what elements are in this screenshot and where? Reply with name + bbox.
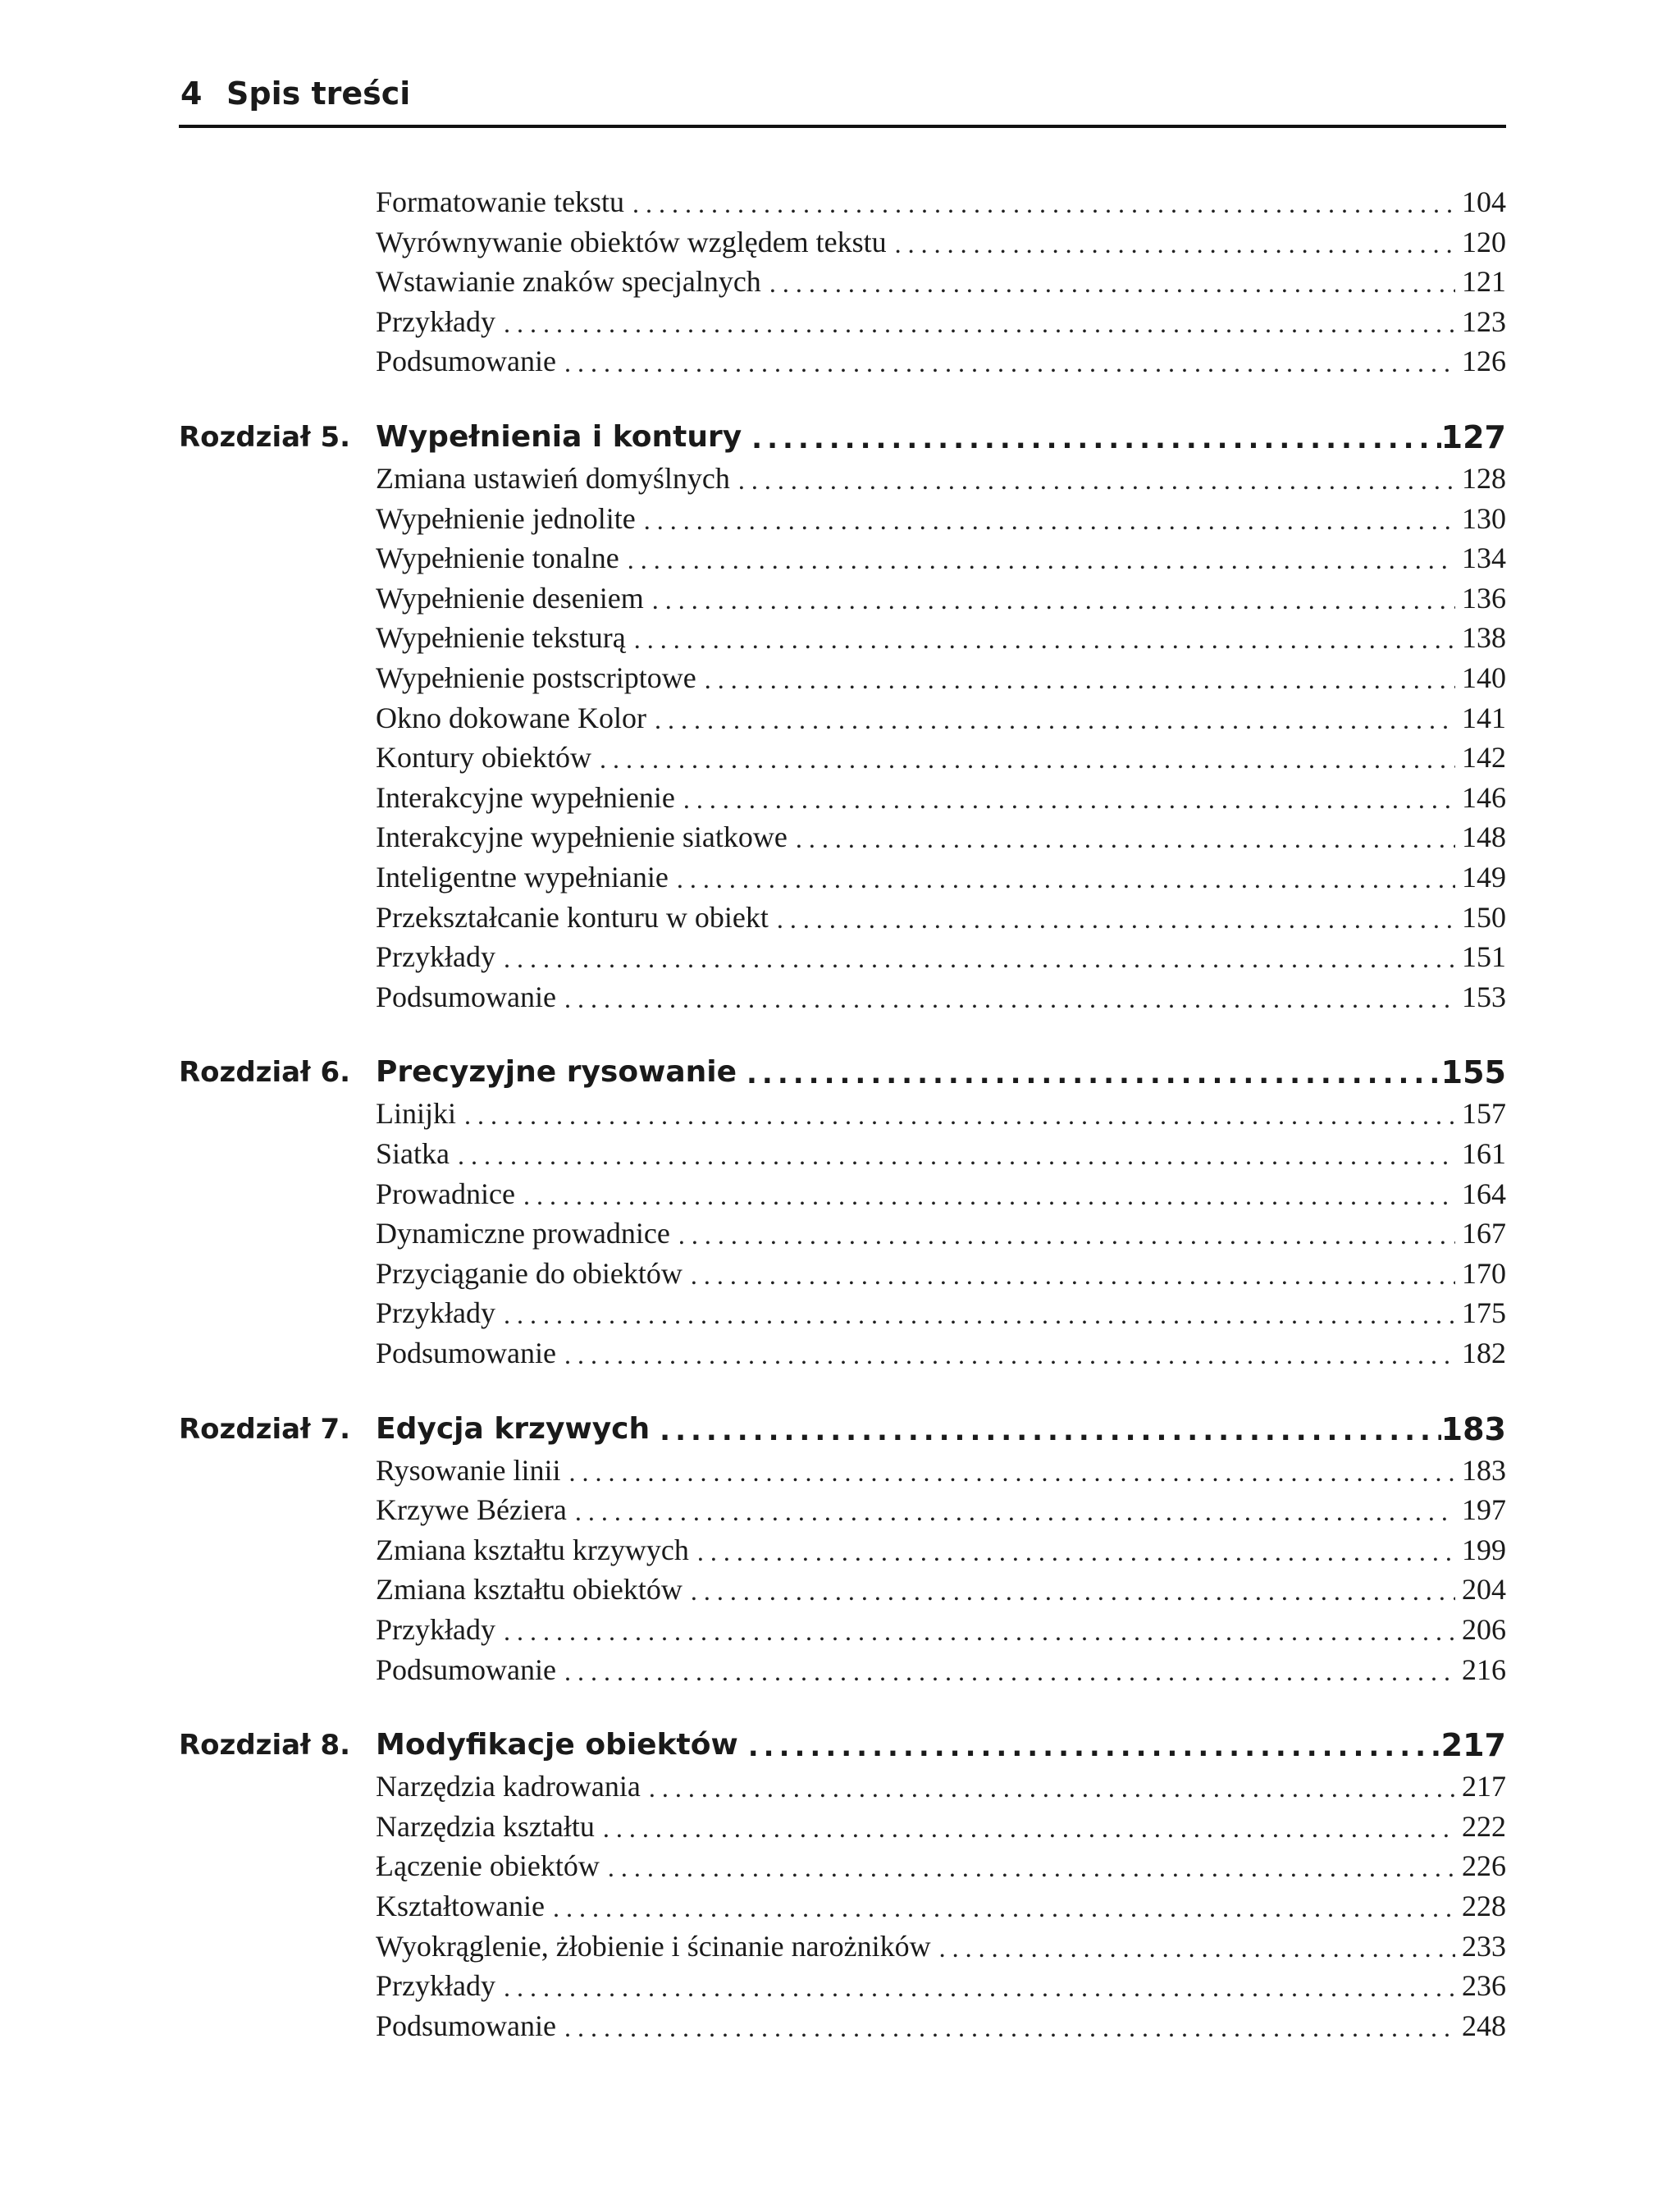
dot-leader bbox=[575, 1493, 1455, 1529]
toc-entry[interactable] bbox=[376, 1333, 1506, 1373]
toc-entry-page: 170 bbox=[1462, 1256, 1506, 1290]
chapter-heading[interactable] bbox=[179, 1721, 1506, 1767]
toc-entry-page: 146 bbox=[1462, 780, 1506, 814]
toc-entry-page: 130 bbox=[1462, 501, 1506, 535]
toc-entry[interactable] bbox=[376, 1650, 1506, 1689]
toc-entry-title: Narzędzia kadrowania bbox=[376, 1770, 641, 1803]
toc-entry[interactable] bbox=[376, 1846, 1506, 1885]
toc-entry-title: Przykłady bbox=[376, 1613, 495, 1646]
chapter-heading[interactable] bbox=[179, 1048, 1506, 1094]
dot-leader bbox=[632, 185, 1455, 222]
toc-entry-title: Zmiana kształtu krzywych bbox=[376, 1533, 689, 1566]
toc-entry[interactable] bbox=[376, 1886, 1506, 1926]
dot-leader bbox=[523, 1177, 1455, 1214]
toc-entry-title: Przykłady bbox=[376, 1969, 495, 2003]
toc-entry-page: 153 bbox=[1462, 980, 1506, 1013]
chapter-label: Rozdział 8. bbox=[179, 1729, 351, 1762]
dot-leader bbox=[464, 1097, 1455, 1133]
toc-entry-title: Formatowanie tekstu bbox=[376, 185, 624, 218]
toc-entry[interactable] bbox=[376, 857, 1506, 897]
dot-leader bbox=[504, 1296, 1455, 1332]
toc-entry-title: Podsumowanie bbox=[376, 1337, 556, 1369]
dot-leader bbox=[564, 1653, 1455, 1689]
toc-entry-page: 233 bbox=[1462, 1929, 1506, 1963]
toc-entry[interactable] bbox=[376, 738, 1506, 777]
toc-entry[interactable] bbox=[376, 937, 1506, 976]
toc-entry-page: 217 bbox=[1462, 1770, 1506, 1803]
toc-entry-page: 128 bbox=[1462, 462, 1506, 495]
toc-entry-title: Interakcyjne wypełnienie bbox=[376, 780, 675, 814]
toc-entry-page: 148 bbox=[1462, 820, 1506, 854]
toc-entry-page: 121 bbox=[1462, 265, 1506, 299]
toc-entry[interactable] bbox=[376, 1293, 1506, 1332]
dot-leader bbox=[600, 741, 1455, 777]
dot-leader bbox=[677, 861, 1455, 897]
chapter-heading[interactable] bbox=[179, 413, 1506, 459]
toc-entry[interactable] bbox=[376, 1490, 1506, 1529]
toc-entry-page: 151 bbox=[1462, 940, 1506, 974]
toc-entry-title: Wypełnienie teksturą bbox=[376, 621, 626, 655]
dot-leader bbox=[608, 1849, 1455, 1885]
dot-leader bbox=[748, 1727, 1441, 1767]
toc-entry-page: 134 bbox=[1462, 542, 1506, 575]
chapter-title: Modyfikacje obiektów bbox=[376, 1728, 738, 1762]
toc-entry[interactable] bbox=[376, 1530, 1506, 1570]
toc-entry-title: Wypełnienie postscriptowe bbox=[376, 661, 696, 694]
dot-leader bbox=[564, 2009, 1455, 2045]
dot-leader bbox=[777, 901, 1455, 937]
toc-entry-title: Podsumowanie bbox=[376, 345, 556, 378]
dot-leader bbox=[458, 1137, 1455, 1173]
toc-entry-page: 123 bbox=[1462, 304, 1506, 338]
toc-entry-page: 204 bbox=[1462, 1573, 1506, 1607]
chapter-page: 127 bbox=[1440, 419, 1506, 455]
chapter-heading[interactable] bbox=[179, 1405, 1506, 1451]
dot-leader bbox=[678, 1217, 1455, 1253]
dot-leader bbox=[738, 462, 1455, 498]
toc-entry-page: 175 bbox=[1462, 1296, 1506, 1330]
toc-entry-title: Podsumowanie bbox=[376, 1652, 556, 1686]
toc-entry[interactable] bbox=[376, 302, 1506, 341]
toc-entry-title: Linijki bbox=[376, 1097, 456, 1131]
toc-entry-title: Wypełnienie tonalne bbox=[376, 542, 619, 575]
toc-entry[interactable] bbox=[376, 1174, 1506, 1214]
chapter-label: Rozdział 6. bbox=[179, 1056, 351, 1090]
toc-entry-title: Wypełnienie deseniem bbox=[376, 581, 644, 615]
dot-leader bbox=[644, 502, 1455, 538]
toc-entry-title: Podsumowanie bbox=[376, 2009, 556, 2042]
dot-leader bbox=[751, 419, 1441, 459]
dot-leader bbox=[504, 940, 1455, 976]
dot-leader bbox=[649, 1770, 1455, 1806]
toc-entry-page: 136 bbox=[1462, 581, 1506, 615]
toc-entry-title: Siatka bbox=[376, 1137, 450, 1170]
toc-entry[interactable] bbox=[376, 578, 1506, 618]
toc-entry[interactable] bbox=[376, 182, 1506, 222]
toc-entry[interactable] bbox=[376, 1214, 1506, 1253]
chapter-title: Wypełnienia i kontury bbox=[376, 420, 742, 454]
dot-leader bbox=[691, 1257, 1455, 1293]
toc-entry-page: 197 bbox=[1462, 1493, 1506, 1527]
chapter-label: Rozdział 5. bbox=[179, 421, 351, 454]
toc-entry[interactable] bbox=[376, 1451, 1506, 1490]
toc-entry-title: Krzywe Béziera bbox=[376, 1493, 567, 1527]
toc-entry[interactable] bbox=[376, 1927, 1506, 1966]
toc-entry[interactable] bbox=[376, 459, 1506, 498]
toc-entry[interactable] bbox=[376, 222, 1506, 262]
dot-leader bbox=[746, 1054, 1441, 1094]
toc-entry-title: Przyciąganie do obiektów bbox=[376, 1256, 682, 1290]
toc-entry[interactable] bbox=[376, 341, 1506, 381]
toc-entry[interactable] bbox=[376, 1094, 1506, 1133]
toc-entry-page: 206 bbox=[1462, 1613, 1506, 1646]
toc-entry-page: 126 bbox=[1462, 345, 1506, 378]
toc-entry-page: 167 bbox=[1462, 1217, 1506, 1250]
dot-leader bbox=[564, 345, 1455, 381]
chapter-page: 155 bbox=[1440, 1054, 1506, 1091]
toc-entry-title: Przykłady bbox=[376, 304, 495, 338]
dot-leader bbox=[564, 1337, 1455, 1373]
toc-entry[interactable] bbox=[376, 1807, 1506, 1846]
page-number: 4 bbox=[180, 75, 203, 112]
chapter-page: 217 bbox=[1440, 1727, 1506, 1764]
dot-leader bbox=[569, 1454, 1455, 1490]
toc-entry-title: Przykłady bbox=[376, 1296, 495, 1330]
chapter-title: Precyzyjne rysowanie bbox=[376, 1055, 737, 1090]
toc-entry[interactable] bbox=[376, 1966, 1506, 2005]
toc-entry-page: 157 bbox=[1462, 1097, 1506, 1131]
toc-entry-title: Wyrównywanie obiektów względem tekstu bbox=[376, 225, 887, 258]
dot-leader bbox=[603, 1810, 1455, 1846]
dot-leader bbox=[705, 661, 1455, 697]
toc-entry-title: Okno dokowane Kolor bbox=[376, 701, 646, 734]
toc-entry[interactable] bbox=[376, 1254, 1506, 1293]
chapter-title: Edycja krzywych bbox=[376, 1411, 651, 1446]
toc-entry[interactable] bbox=[376, 262, 1506, 301]
toc-entry-page: 183 bbox=[1462, 1453, 1506, 1487]
toc-entry[interactable] bbox=[376, 698, 1506, 738]
toc-entry-title: Kształtowanie bbox=[376, 1890, 545, 1922]
toc-entry[interactable] bbox=[376, 1570, 1506, 1609]
toc-entry-title: Łączenie obiektów bbox=[376, 1849, 600, 1883]
dot-leader bbox=[655, 702, 1455, 738]
toc-entry-page: 149 bbox=[1462, 861, 1506, 894]
toc-entry-title: Podsumowanie bbox=[376, 980, 556, 1013]
toc-entry[interactable] bbox=[376, 499, 1506, 538]
toc-entry[interactable] bbox=[376, 658, 1506, 697]
toc-entry-page: 199 bbox=[1462, 1533, 1506, 1566]
chapter-page: 183 bbox=[1440, 1410, 1506, 1447]
dot-leader bbox=[564, 980, 1455, 1017]
toc-entry-title: Narzędzia kształtu bbox=[376, 1809, 595, 1843]
toc-entry-title: Wypełnienie jednolite bbox=[376, 501, 636, 535]
toc-entry[interactable] bbox=[376, 1610, 1506, 1649]
toc-entry-page: 228 bbox=[1462, 1890, 1506, 1922]
page-header bbox=[179, 75, 1506, 128]
toc-entry-page: 161 bbox=[1462, 1137, 1506, 1170]
toc-entry[interactable] bbox=[376, 778, 1506, 817]
dot-leader bbox=[660, 1411, 1441, 1451]
dot-leader bbox=[895, 226, 1455, 262]
toc-entry-title: Wstawianie znaków specjalnych bbox=[376, 265, 761, 299]
toc-entry-title: Zmiana ustawień domyślnych bbox=[376, 462, 730, 495]
dot-leader bbox=[504, 1613, 1455, 1649]
toc-entry[interactable] bbox=[376, 2006, 1506, 2045]
dot-leader bbox=[796, 820, 1455, 857]
toc-entry[interactable] bbox=[376, 618, 1506, 657]
toc-entry-title: Inteligentne wypełnianie bbox=[376, 861, 669, 894]
toc-entry-page: 236 bbox=[1462, 1969, 1506, 2003]
dot-leader bbox=[504, 1969, 1455, 2005]
toc-entry-page: 120 bbox=[1462, 225, 1506, 258]
toc-entry-title: Dynamiczne prowadnice bbox=[376, 1217, 670, 1250]
toc-entry-page: 164 bbox=[1462, 1177, 1506, 1210]
toc-entry[interactable] bbox=[376, 898, 1506, 937]
dot-leader bbox=[628, 542, 1455, 578]
dot-leader bbox=[939, 1930, 1455, 1966]
toc-entry-page: 216 bbox=[1462, 1652, 1506, 1686]
toc-entry[interactable] bbox=[376, 538, 1506, 578]
toc-entry-page: 248 bbox=[1462, 2009, 1506, 2042]
toc-entry-title: Przykłady bbox=[376, 940, 495, 974]
toc-entry[interactable] bbox=[376, 977, 1506, 1017]
dot-leader bbox=[683, 781, 1455, 817]
toc-entry-title: Interakcyjne wypełnienie siatkowe bbox=[376, 820, 788, 854]
toc-entry-title: Rysowanie linii bbox=[376, 1453, 561, 1487]
dot-leader bbox=[697, 1534, 1455, 1570]
toc-entry-title: Kontury obiektów bbox=[376, 741, 591, 775]
toc-entry-page: 222 bbox=[1462, 1809, 1506, 1843]
dot-leader bbox=[691, 1573, 1455, 1609]
dot-leader bbox=[652, 582, 1455, 618]
chapter-label: Rozdział 7. bbox=[179, 1412, 351, 1446]
toc-entry-page: 141 bbox=[1462, 701, 1506, 734]
toc-entry-page: 140 bbox=[1462, 661, 1506, 694]
toc-entry-page: 182 bbox=[1462, 1337, 1506, 1369]
dot-leader bbox=[634, 621, 1455, 657]
toc-entry-title: Przekształcanie konturu w obiekt bbox=[376, 900, 769, 934]
toc-entry-page: 142 bbox=[1462, 741, 1506, 775]
dot-leader bbox=[504, 305, 1455, 341]
toc-entry-title: Wyokrąglenie, żłobienie i ścinanie narożników bbox=[376, 1929, 931, 1963]
toc-entry-page: 226 bbox=[1462, 1849, 1506, 1883]
dot-leader bbox=[553, 1890, 1455, 1926]
toc-entry-title: Zmiana kształtu obiektów bbox=[376, 1573, 682, 1607]
page-title: Spis treści bbox=[226, 75, 411, 112]
toc-entry-page: 104 bbox=[1462, 185, 1506, 218]
toc-entry-title: Prowadnice bbox=[376, 1177, 515, 1210]
toc-entry[interactable] bbox=[376, 1767, 1506, 1806]
toc-entry[interactable] bbox=[376, 1134, 1506, 1173]
dot-leader bbox=[769, 265, 1455, 301]
toc-entry[interactable] bbox=[376, 817, 1506, 857]
toc-entry-page: 150 bbox=[1462, 900, 1506, 934]
toc-entry-page: 138 bbox=[1462, 621, 1506, 655]
